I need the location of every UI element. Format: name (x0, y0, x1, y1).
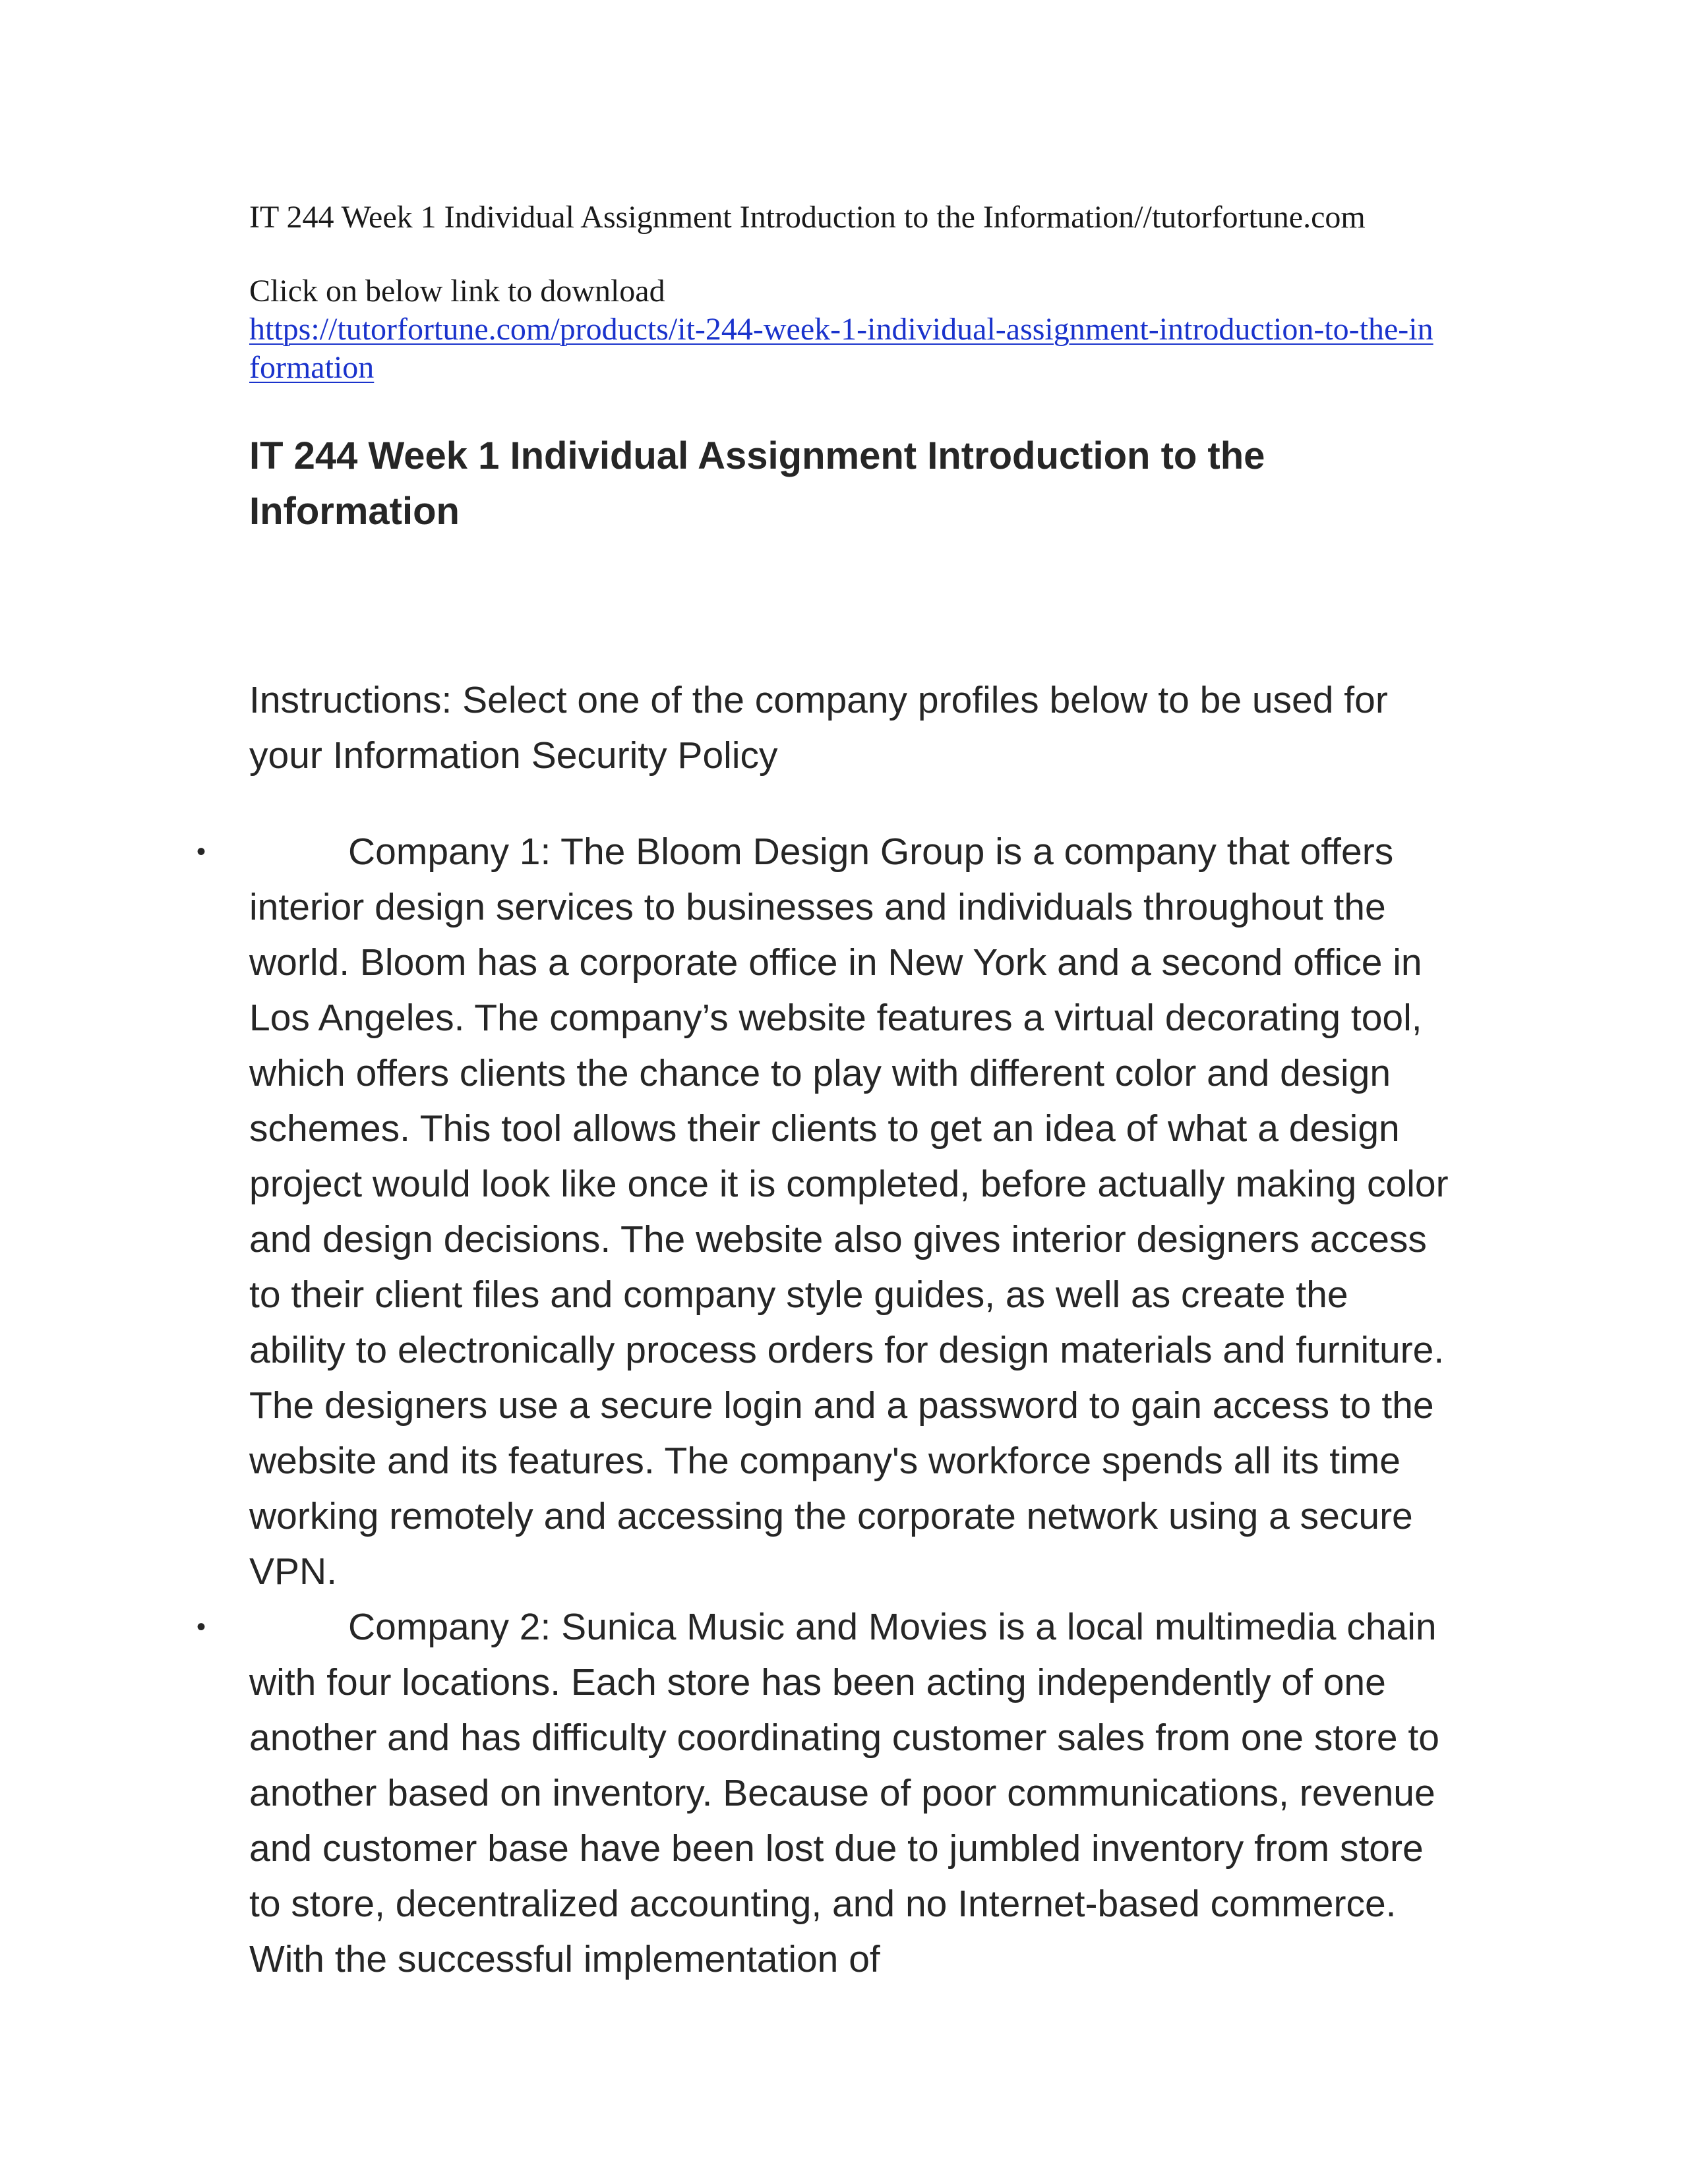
download-section (249, 272, 1436, 387)
document-title: IT 244 Week 1 Individual Assignment Introduction to the Information (249, 434, 1265, 533)
company-2-profile: Company 2: Sunica Music and Movies is a local multimedia chain with four locations. Each store has been acting independently of one another and has difficulty coordinating customer sales from one store to another based on inventory. Because of poor communications, revenue and customer base have been lost due to jumbled inventory from store to store, decentralized accounting, and no Internet-based commerce. With the successful implementation of (249, 1606, 1439, 1980)
download-label: Click on below link to download (249, 274, 665, 309)
bullet-icon: • (196, 837, 206, 866)
download-link[interactable]: https://tutorfortune.com/products/it-244-week-1-individual-assignment-introduction-to-the-information (249, 312, 1433, 385)
bullet-icon: • (196, 1612, 206, 1641)
company-profile-list (196, 824, 1449, 1987)
document-top-heading: IT 244 Week 1 Individual Assignment Introduction to the Information//tutorfortune.com (249, 200, 1366, 235)
company-1-profile: Company 1: The Bloom Design Group is a company that offers interior design services to businesses and individuals throughout the world. Bloom has a corporate office in New York and a second office in Los Angeles. The company’s website features a virtual decorating tool, which offers clients the chance to play with different color and design schemes. This tool allows their clients to get an idea of what a design project would look like once it is completed, before actually making color and design decisions. The website also gives interior designers access to their client files and company style guides, as well as create the ability to electronically process orders for design materials and furniture. The designers use a secure login and a password to gain access to the website and its features. The company's workforce spends all its time working remotely and accessing the corporate network using a secure VPN. (249, 831, 1449, 1593)
instructions-paragraph: Instructions: Select one of the company profiles below to be used for your Information Security Policy (249, 679, 1388, 777)
list-item (196, 824, 1449, 1599)
list-item (196, 1599, 1449, 1987)
